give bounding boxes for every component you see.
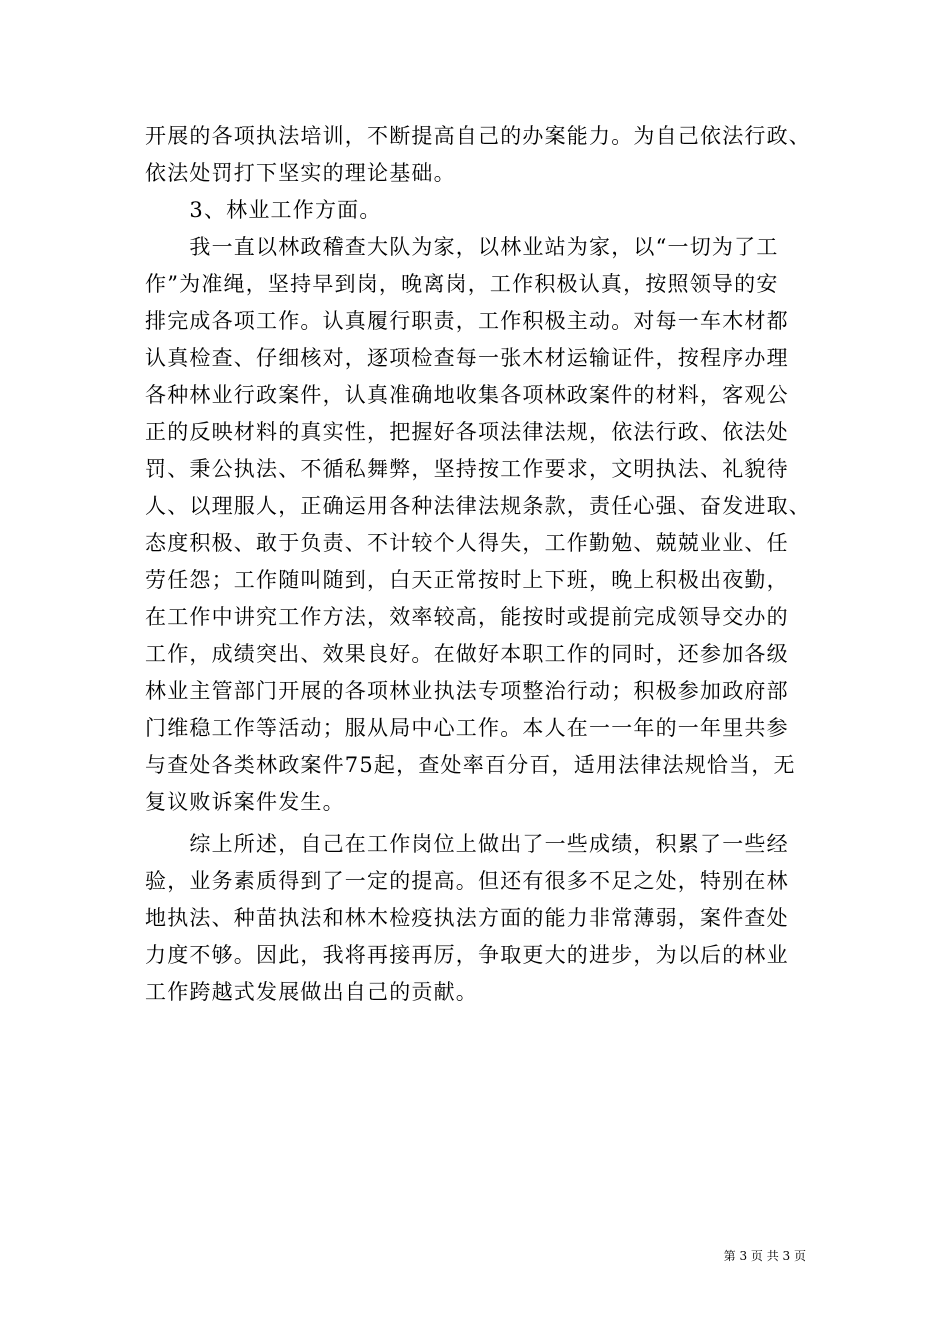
text-line: 排完成各项工作。认真履行职责，工作积极主动。对每一车木材都 xyxy=(145,309,789,333)
text-line: 综上所述，自己在工作岗位上做出了一些成绩，积累了一些经 xyxy=(145,832,789,856)
text-line: 态度积极、敢于负责、不计较个人得失，工作勤勉、兢兢业业、任 xyxy=(145,531,789,555)
text-line: 地执法、种苗执法和林木检疫执法方面的能力非常薄弱，案件查处 xyxy=(145,906,789,930)
text-line: 在工作中讲究工作方法，效率较高，能按时或提前完成领导交办的 xyxy=(145,605,789,629)
text-line: 依法处罚打下坚实的理论基础。 xyxy=(145,161,456,185)
text-line: 与查处各类林政案件75起，查处率百分百，适用法律法规恰当，无 xyxy=(145,753,796,777)
text-line: 工作跨越式发展做出自己的贡献。 xyxy=(145,980,478,1004)
text-line: 劳任怨；工作随叫随到，白天正常按时上下班，晚上积极出夜勤， xyxy=(145,568,789,592)
text-line: 人、以理服人，正确运用各种法律法规条款，责任心强、奋发进取、 xyxy=(145,494,811,518)
text-line: 门维稳工作等活动；服从局中心工作。本人在一一年的一年里共参 xyxy=(145,716,789,740)
text-line: 力度不够。因此，我将再接再厉，争取更大的进步，为以后的林业 xyxy=(145,943,789,967)
text-line: 罚、秉公执法、不循私舞弊，坚持按工作要求，文明执法、礼貌待 xyxy=(145,457,789,481)
text-line: 开展的各项执法培训，不断提高自己的办案能力。为自己依法行政、 xyxy=(145,124,811,148)
section-heading: 3、林业工作方面。 xyxy=(145,198,382,222)
text-line: 工作，成绩突出、效果良好。在做好本职工作的同时，还参加各级 xyxy=(145,642,789,666)
page-number: 第 3 页 共 3 页 xyxy=(723,1249,806,1263)
text-line: 我一直以林政稽查大队为家，以林业站为家，以“一切为了工 xyxy=(145,235,779,259)
text-line: 林业主管部门开展的各项林业执法专项整治行动；积极参加政府部 xyxy=(145,679,789,703)
text-line: 各种林业行政案件，认真准确地收集各项林政案件的材料，客观公 xyxy=(145,383,789,407)
text-line: 认真检查、仔细核对，逐项检查每一张木材运输证件，按程序办理 xyxy=(145,346,789,370)
text-line: 作”为准绳，坚持早到岗，晚离岗，工作积极认真，按照领导的安 xyxy=(145,272,779,296)
text-line: 复议败诉案件发生。 xyxy=(145,790,345,814)
text-line: 验，业务素质得到了一定的提高。但还有很多不足之处，特别在林 xyxy=(145,869,789,893)
text-line: 正的反映材料的真实性，把握好各项法律法规，依法行政、依法处 xyxy=(145,420,789,444)
